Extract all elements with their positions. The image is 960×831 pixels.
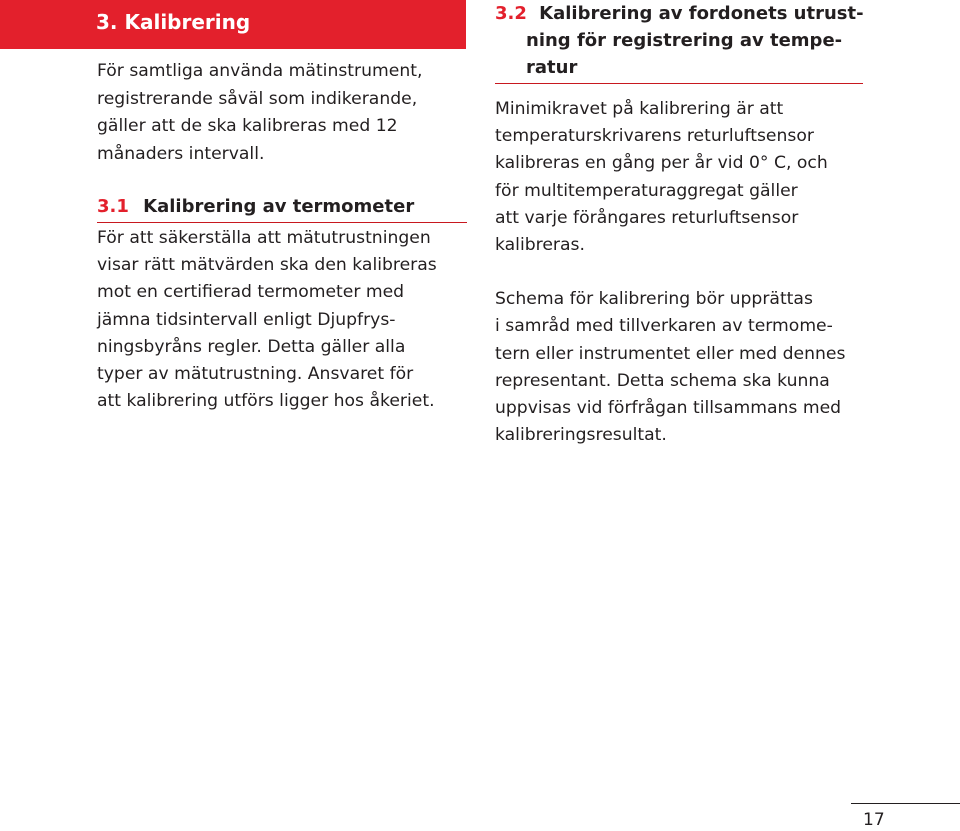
section-banner <box>0 0 466 49</box>
body-line: ningsbyråns regler. Detta gäller alla <box>97 336 406 357</box>
body-line: kalibreringsresultat. <box>495 425 667 446</box>
intro-line: För samtliga använda mätinstrument, <box>97 61 423 81</box>
subsection-number: 3.1 <box>97 196 129 217</box>
body-line: kalibreras en gång per år vid 0° C, och <box>495 153 828 174</box>
subsection-3-1 <box>97 193 467 415</box>
left-column <box>97 58 467 415</box>
body-line: visar rätt mätvärden ska den kalibreras <box>97 255 437 276</box>
subsection-3-1-heading <box>97 193 467 220</box>
body-line: Schema för kalibrering bör upprättas <box>495 289 813 310</box>
body-line: för multitemperaturaggregat gäller <box>495 180 798 201</box>
subsection-3-1-body <box>97 225 467 415</box>
body-line: mot en certifierad termometer med <box>97 282 405 303</box>
body-line: tern eller instrumentet eller med dennes <box>495 343 846 364</box>
body-line: jämna tidsintervall enligt Djupfrys- <box>97 309 396 330</box>
subsection-3-2-heading <box>495 0 865 81</box>
right-column <box>495 0 865 449</box>
section-title: 3. Kalibrering <box>96 10 251 34</box>
body-line: att kalibrering utförs ligger hos åkeriet. <box>97 391 435 412</box>
heading-rule <box>495 83 863 84</box>
body-line: typer av mätutrustning. Ansvaret för <box>97 364 414 385</box>
body-line: uppvisas vid förfrågan tillsammans med <box>495 398 842 419</box>
intro-line: registrerande såväl som indikerande, <box>97 88 418 109</box>
subsection-title-line: Kalibrering av fordonets utrust- <box>539 3 864 24</box>
body-line: i samråd med tillverkaren av termome- <box>495 316 833 337</box>
subsection-3-2-paragraph-2 <box>495 286 865 449</box>
body-line: att varje förångares returluftsensor <box>495 207 799 228</box>
page-footer-rule <box>851 803 960 804</box>
subsection-title-line: ning för registrering av tempe- <box>526 30 843 51</box>
intro-line: gäller att de ska kalibreras med 12 <box>97 116 398 136</box>
subsection-title-line: ratur <box>526 57 578 78</box>
heading-rule <box>97 222 467 223</box>
body-line: Minimikravet på kalibrering är att <box>495 99 784 119</box>
body-line: representant. Detta schema ska kunna <box>495 370 830 391</box>
page-number: 17 <box>863 810 885 830</box>
body-line: temperaturskrivarens returluftsensor <box>495 126 814 147</box>
heading-line-1 <box>495 0 865 27</box>
subsection-number: 3.2 <box>495 3 527 24</box>
intro-line: månaders intervall. <box>97 143 265 164</box>
intro-paragraph <box>97 58 467 168</box>
body-line: kalibreras. <box>495 235 585 256</box>
subsection-title: Kalibrering av termometer <box>143 196 415 217</box>
body-line: För att säkerställa att mätutrustningen <box>97 228 431 248</box>
subsection-3-2-paragraph-1 <box>495 96 865 259</box>
